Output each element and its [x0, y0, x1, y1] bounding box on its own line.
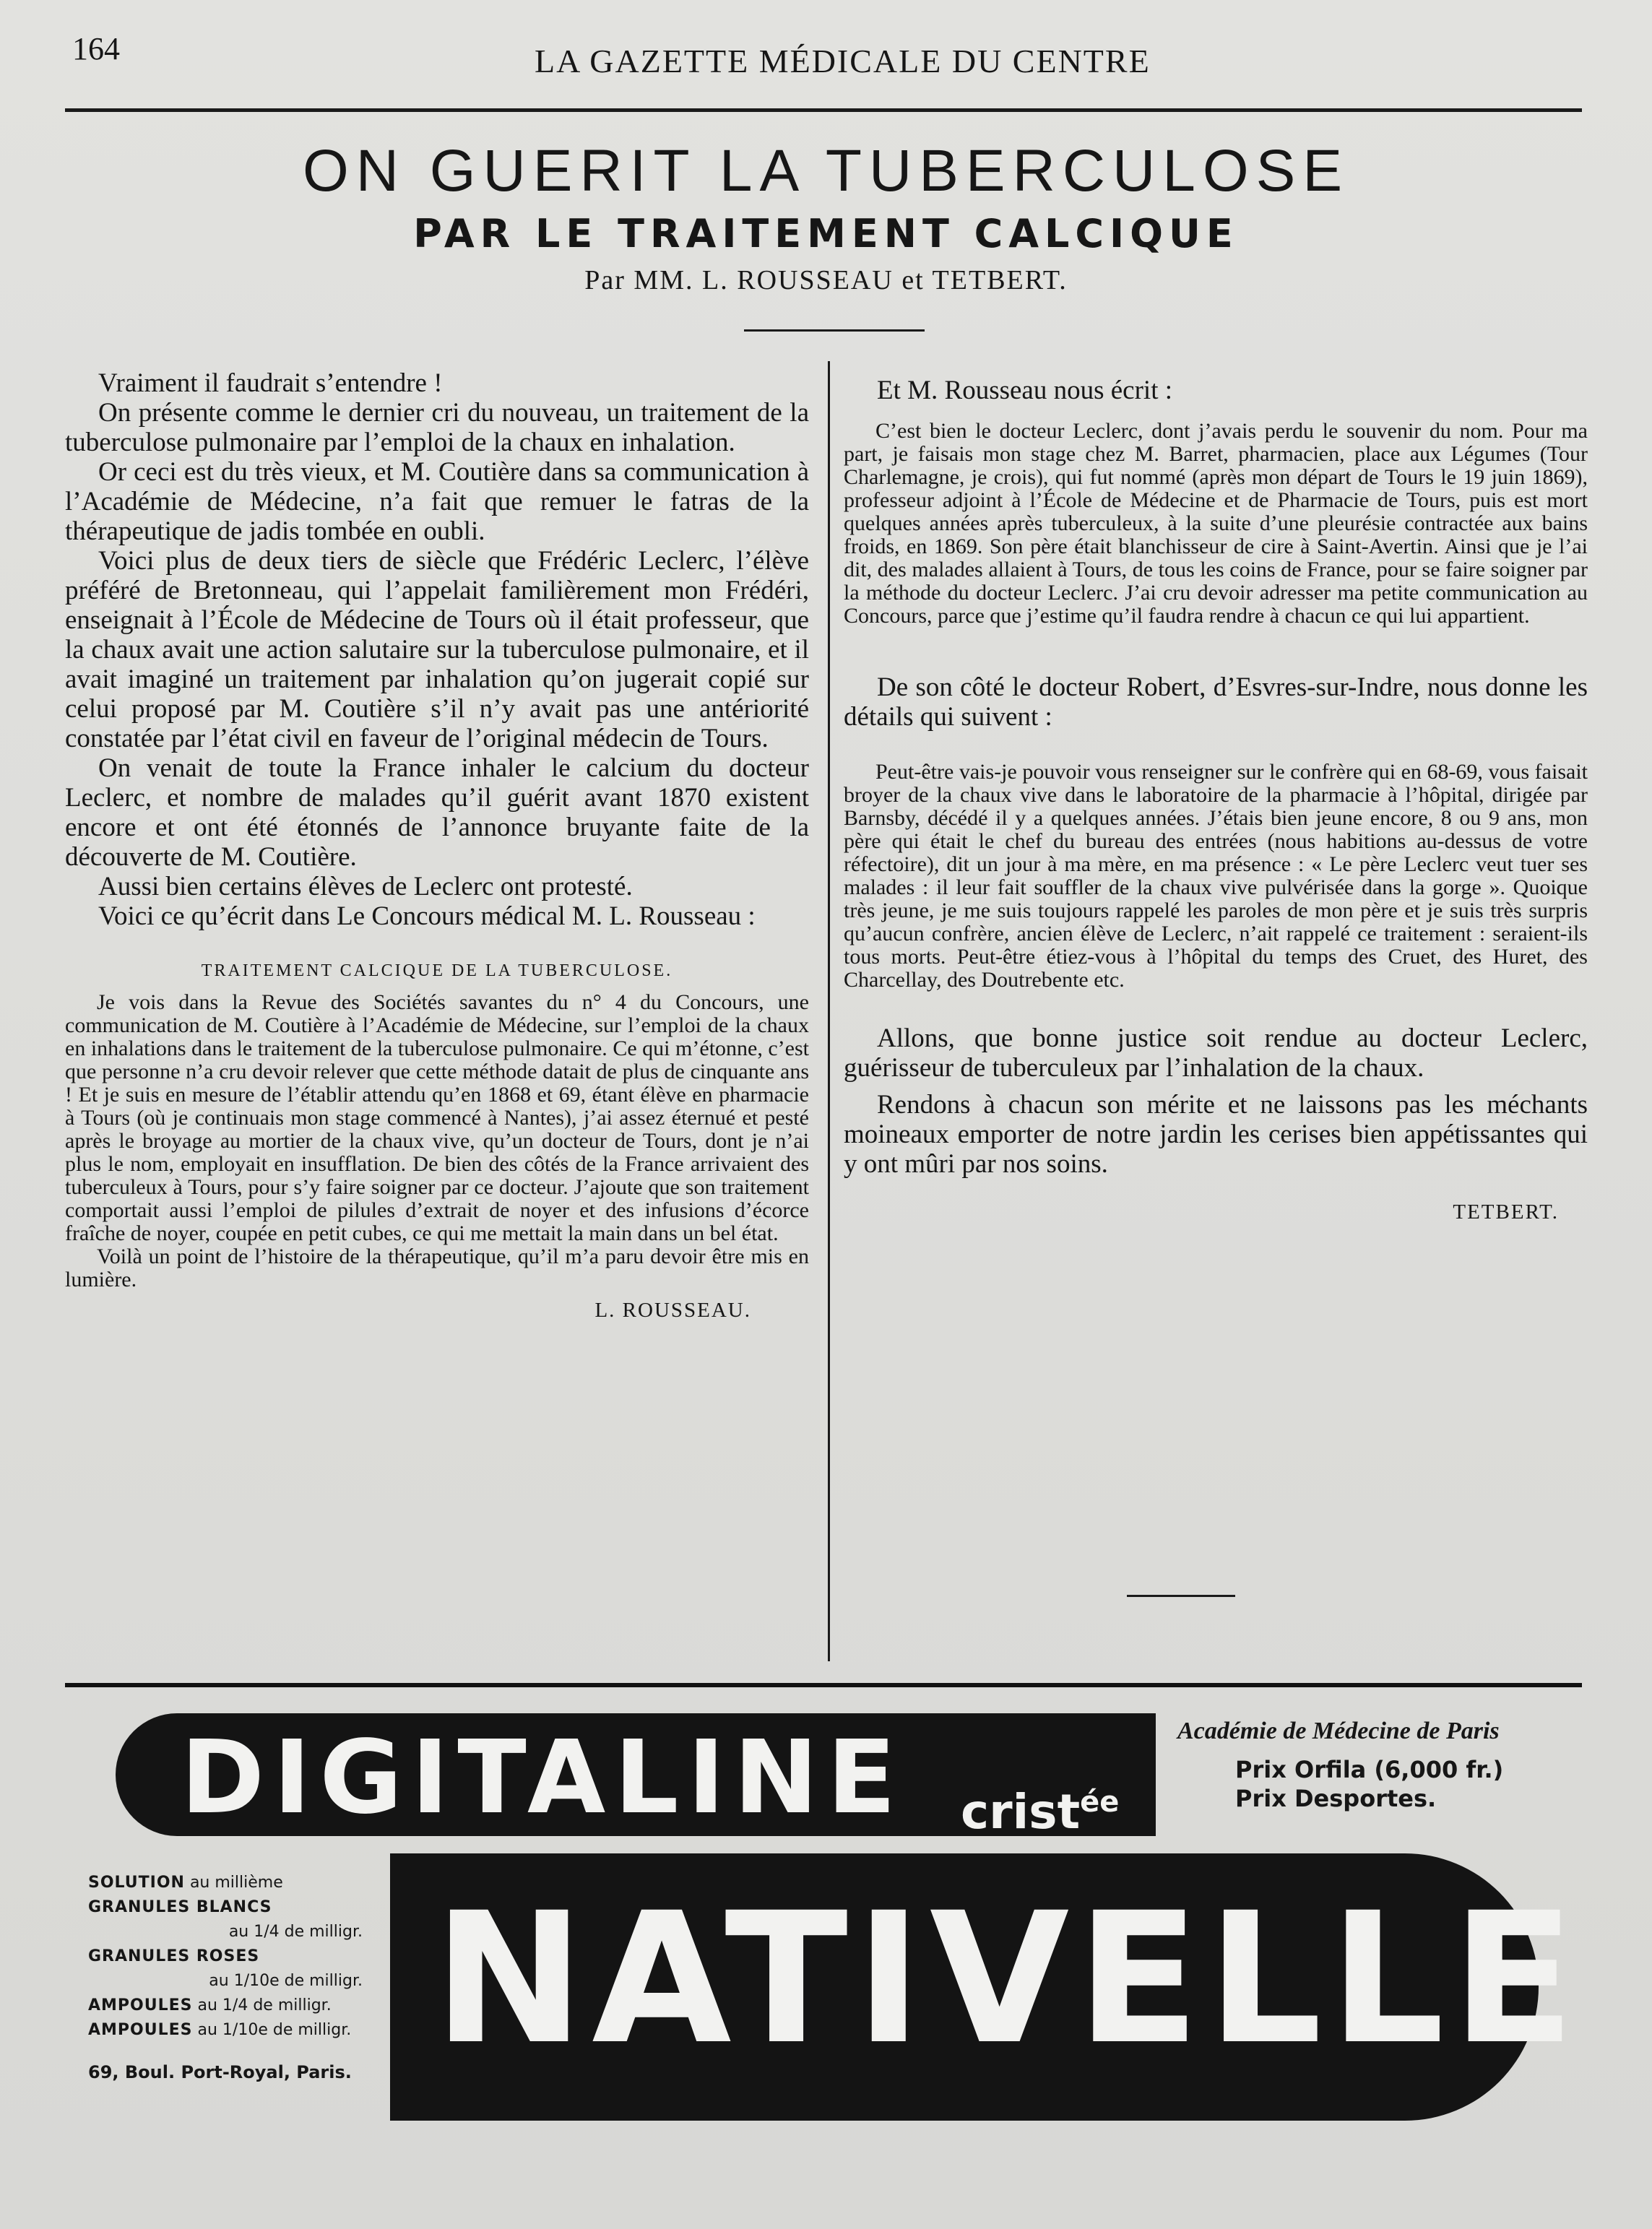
title-rule: [744, 329, 925, 332]
conclusion-paragraph: Rendons à chacun son mérite et ne laissons pas les méchants moineaux emporter de notre jardin les cerises bien appétissantes qui y ont mûri par nos soins.: [844, 1090, 1588, 1179]
left-column: [65, 368, 809, 1323]
letter-paragraph: Je vois dans la Revue des Sociétés savantes du n° 4 du Concours, une communication de M. Coutière à l’Académie de Médecine, sur l’emploi de la chaux en inhalations dans le traitement de la tuberculose pulmonaire. Ce qui m’étonne, c’est que personne n’a cru devoir relever que cette méthode datait de plus de cinquante ans ! Et je suis en mesure de l’établir attendu qu’en 1868 et 69, étant élève en pharmacie à Tours (où je continuais mon stage commencé à Nantes), j’ai assez éternué et pesté après le broyage au mortier de la chaux vive, qu’un docteur de Tours, dont je n’ai plus le nom, employait en insufflation. De bien des côtés de la France arrivaient des tuberculeux à Tours, pour s’y faire soigner par ce docteur. J’ajoute que son traitement comportait aussi l’emploi de pilules d’extrait de noyer et des infusions d’écorce fraîche de noyer, coupée en petit cubes, ce qui me mettait la main dans un bel état.: [65, 990, 809, 1245]
ad-form-item: GRANULES ROSES: [88, 1947, 260, 1965]
ad-prizes: [1235, 1755, 1503, 1813]
letter-paragraph: Voilà un point de l’histoire de la thérapeutique, qu’il m’a paru devoir être mis en lumière.: [65, 1245, 809, 1291]
signature-tetbert: TETBERT.: [1453, 1200, 1559, 1224]
ad-form-item: AMPOULES au 1/10e de milligr.: [88, 2021, 352, 2039]
right-intro: Et M. Rousseau nous écrit :: [877, 376, 1173, 405]
ad-brand-digitaline: DIGITALINE: [181, 1719, 905, 1837]
ad-form-item: GRANULES BLANCS: [88, 1898, 272, 1916]
paragraph: Or ceci est du très vieux, et M. Coutière dans sa communication à l’Académie de Médecine, n’a fait que remuer le fatras de la thérapeutique de jadis tombée en oubli.: [65, 457, 809, 546]
paragraph: Vraiment il faudrait s’entendre !: [98, 368, 443, 398]
ad-form-detail: au 1/4 de milligr.: [228, 1923, 363, 1941]
robert-intro: De son côté le docteur Robert, d’Esvres-sur-Indre, nous donne les détails qui suivent :: [844, 672, 1588, 732]
page-number: 164: [72, 31, 120, 66]
ad-forms-list: [88, 1871, 363, 2085]
article-byline: Par MM. L. ROUSSEAU et TETBERT.: [584, 265, 1068, 295]
crist-text: crist: [961, 1784, 1081, 1840]
paragraph: On présente comme le dernier cri du nouveau, un traitement de la tuberculose pulmonaire par l’emploi de la chaux en inhalation.: [65, 398, 809, 457]
conclusion-paragraph: Allons, que bonne justice soit rendue au docteur Leclerc, guérisseur de tuberculeux par l’inhalation de la chaux.: [844, 1023, 1588, 1083]
prize-orfila: Prix Orfila (6,000 fr.): [1235, 1756, 1504, 1783]
article-title: ON GUERIT LA TUBERCULOSE: [302, 138, 1350, 204]
article-subtitle: PAR LE TRAITEMENT CALCIQUE: [413, 211, 1239, 256]
running-head: LA GAZETTE MÉDICALE DU CENTRE: [535, 43, 1151, 79]
prize-desportes: Prix Desportes.: [1235, 1785, 1437, 1812]
paragraph: Voici plus de deux tiers de siècle que Frédéric Leclerc, l’élève préféré de Bretonneau, qui l’appelait familièrement mon Frédéri, enseignait à l’École de Médecine de Tours où il était professeur, que la chaux avait une action salutaire sur la tuberculose pulmonaire, et il avait imaginé un traitement par inhalation qu’on jugerait copié sur celui proposé par M. Coutière s’il n’y avait pas une antériorité constatée par l’état civil en faveur de l’original médecin de Tours.: [65, 546, 809, 753]
ad-form-item: SOLUTION au millième: [88, 1874, 283, 1892]
ad-form-detail: au 1/10e de milligr.: [209, 1972, 363, 1990]
paragraph: Aussi bien certains élèves de Leclerc ont protesté.: [98, 872, 633, 901]
right-column: [844, 376, 1588, 1224]
signature-rousseau: L. ROUSSEAU.: [594, 1299, 751, 1322]
ad-address: 69, Boul. Port-Royal, Paris.: [88, 2062, 352, 2082]
robert-letter: Peut-être vais-je pouvoir vous renseigner sur le confrère qui en 68-69, vous faisait broyer de la chaux vive dans le laboratoire de la pharmacie à l’hôpital, dirigée par Barnsby, décédé il y a quelques années. J’étais bien jeune encore, 8 ou 9 ans, mon père qui était le chef du bureau des entrées (nous habitions au-dessus de votre réfectoire), dit un jour à ma mère, en ma présence : « Le père Leclerc veut tuer ses malades : il leur fait souffler de la chaux vive pulvérisée dans la gorge ». Quoique très jeune, je me suis toujours rappelé les paroles de mon père et je suis très surpris qu’aucun confrère, ancien élève de Leclerc, n’ait rappelé ce traitement : seraient-ils tous morts. Peut-être étiez-vous à l’hôpital du temps des Cruet, des Huret, des Charcellay, des Doutrebente etc.: [844, 760, 1588, 992]
article-end-rule: [1127, 1595, 1235, 1597]
paragraph: Voici ce qu’écrit dans Le Concours médical M. L. Rousseau :: [98, 901, 756, 931]
paragraph: On venait de toute la France inhaler le calcium du docteur Leclerc, et nombre de malades qu’il guérit avant 1870 existent encore et ont été étonnés de l’annonce bruyante faite de la découverte de M. Coutière.: [65, 753, 809, 872]
advertisement-rule: [65, 1683, 1582, 1687]
rousseau-letter: C’est bien le docteur Leclerc, dont j’avais perdu le souvenir du nom. Pour ma part, je faisais mon stage chez M. Barret, pharmacien, place aux Légumes (Tour Charlemagne, je crois), qui fut nommé (après mon départ de Tours le 19 juin 1869), professeur adjoint à l’École de Médecine et de Pharmacie de Tours, puis est mort quelques années après tuberculeux, à la suite d’une pleurésie contractée aux bains froids, en 1869. Son père était blanchisseur de cire à Saint-Avertin. Ainsi que je l’ai dit, des malades allaient à Tours, de tous les coins de France, pour se faire soigner par la méthode du docteur Leclerc. J’ai cru devoir adresser ma petite communication au Concours, parce que j’estime qu’il faudra rendre à chacun ce qui lui appartient.: [844, 419, 1588, 628]
ad-brand-nativelle: NATIVELLE: [433, 1874, 1583, 2084]
letter-heading: TRAITEMENT CALCIQUE DE LA TUBERCULOSE.: [201, 961, 673, 980]
ad-academie: Académie de Médecine de Paris: [1177, 1718, 1500, 1744]
column-divider: [828, 361, 830, 1661]
crist-superscript: ée: [1080, 1786, 1120, 1819]
ad-form-item: AMPOULES au 1/4 de milligr.: [88, 1996, 332, 2014]
ad-crist-label: [961, 1784, 1119, 1840]
header-rule: [65, 108, 1582, 112]
